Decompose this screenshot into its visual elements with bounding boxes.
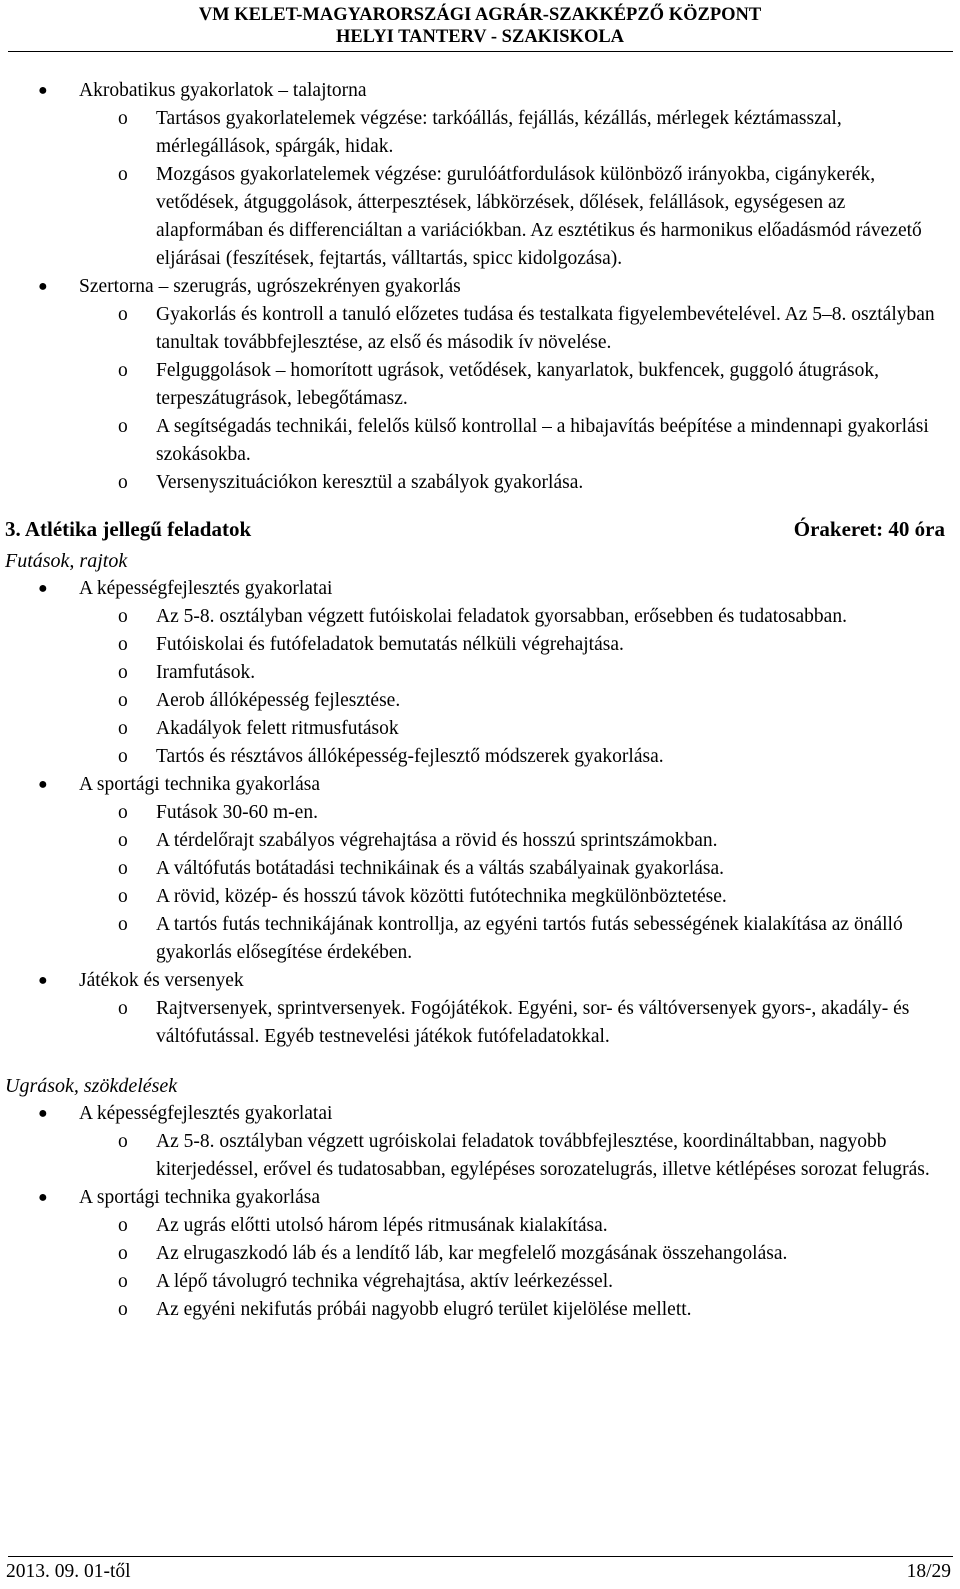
- item-text: A rövid, közép- és hosszú távok közötti futótechnika megkülönböztetése.: [156, 886, 727, 907]
- sub-marker-icon: o: [118, 914, 128, 935]
- bullet-item: [0, 1100, 940, 1128]
- item-text: Szertorna – szerugrás, ugrószekrényen gyakorlás: [79, 276, 461, 297]
- item-text: Futások 30-60 m-en.: [156, 802, 318, 823]
- item-text: A lépő távolugró technika végrehajtása, aktív leérkezéssel.: [156, 1271, 613, 1292]
- sub-item: [0, 357, 940, 413]
- sub-item: [0, 631, 940, 659]
- sub-marker-icon: o: [118, 1299, 128, 1320]
- sub-marker-icon: o: [118, 416, 128, 437]
- sub-item: [0, 743, 940, 771]
- gymnastics-list: [0, 77, 960, 497]
- item-text: Futóiskolai és futófeladatok bemutatás nélküli végrehajtása.: [156, 634, 624, 655]
- header-institution: VM KELET-MAGYARORSZÁGI AGRÁR-SZAKKÉPZŐ KÖZPONT: [198, 5, 762, 25]
- sub-item: [0, 1240, 940, 1268]
- sub-item: [0, 301, 940, 357]
- section-heading: [0, 515, 960, 543]
- bullet-marker-icon: ●: [38, 1105, 48, 1122]
- header-document-type: HELYI TANTERV - SZAKISKOLA: [335, 27, 625, 47]
- sub-marker-icon: o: [118, 690, 128, 711]
- header-divider: [8, 51, 953, 52]
- document-body: [0, 77, 960, 1324]
- bullet-marker-icon: ●: [38, 1189, 48, 1206]
- sub-item: [0, 469, 940, 497]
- item-text: A sportági technika gyakorlása: [79, 774, 320, 795]
- item-text: Az ugrás előtti utolsó három lépés ritmusának kialakítása.: [156, 1215, 608, 1236]
- bullet-item: [0, 967, 940, 995]
- item-text: Iramfutások.: [156, 662, 256, 683]
- bullet-item: [0, 771, 940, 799]
- page-number: 18/29: [906, 1561, 951, 1582]
- bullet-item: [0, 575, 940, 603]
- sub-item: [0, 1268, 940, 1296]
- item-text: Játékok és versenyek: [79, 970, 244, 991]
- bullet-marker-icon: ●: [38, 776, 48, 793]
- bullet-item: [0, 1184, 940, 1212]
- running-list: [0, 575, 960, 1051]
- footer-date: 2013. 09. 01-től: [6, 1561, 131, 1582]
- sub-marker-icon: o: [118, 830, 128, 851]
- sub-item: [0, 799, 940, 827]
- sub-item: [0, 603, 940, 631]
- sub-item: [0, 995, 940, 1051]
- sub-marker-icon: o: [118, 304, 128, 325]
- item-text: Gyakorlás és kontroll a tanuló előzetes tudása és testalkata figyelembevételével. Az 5–8. osztályban tanultak továbbfejlesztése, az első és második ív növelése.: [156, 304, 935, 353]
- sub-marker-icon: o: [118, 108, 128, 129]
- item-text: Aerob állóképesség fejlesztése.: [156, 690, 401, 711]
- sub-marker-icon: o: [118, 1243, 128, 1264]
- item-text: Rajtversenyek, sprintversenyek. Fogójátékok. Egyéni, sor- és váltóversenyek gyors-, akadály- és váltófutással. Egyéb testnevelési játékok futófeladatokkal.: [156, 998, 910, 1047]
- bullet-marker-icon: ●: [38, 972, 48, 989]
- sub-item: [0, 161, 940, 273]
- sub-item: [0, 855, 940, 883]
- bullet-item: [0, 273, 940, 301]
- item-text: A térdelőrajt szabályos végrehajtása a rövid és hosszú sprintszámokban.: [156, 830, 718, 851]
- item-text: A váltófutás botátadási technikáinak és a váltás szabályainak gyakorlása.: [156, 858, 725, 879]
- item-text: Tartós és résztávos állóképesség-fejlesztő módszerek gyakorlása.: [156, 746, 664, 767]
- sub-item: [0, 105, 940, 161]
- item-text: A tartós futás technikájának kontrollja, az egyéni tartós futás sebességének kialakítása az önálló gyakorlás elősegítése érdekében.: [156, 914, 903, 963]
- section-hours: Órakeret: 40 óra: [793, 517, 945, 541]
- sub-marker-icon: o: [118, 1215, 128, 1236]
- sub-marker-icon: o: [118, 886, 128, 907]
- item-text: Az 5-8. osztályban végzett futóiskolai feladatok gyorsabban, erősebben és tudatosabban.: [156, 606, 847, 627]
- subsection-title-running: Futások, rajtok: [5, 550, 128, 572]
- footer-divider: [8, 1556, 953, 1557]
- sub-marker-icon: o: [118, 998, 128, 1019]
- bullet-marker-icon: ●: [38, 82, 48, 99]
- sub-marker-icon: o: [118, 606, 128, 627]
- sub-marker-icon: o: [118, 1271, 128, 1292]
- sub-marker-icon: o: [118, 718, 128, 739]
- sub-item: [0, 1128, 940, 1184]
- sub-item: [0, 827, 940, 855]
- section-title: 3. Atlétika jellegű feladatok: [5, 517, 252, 541]
- bullet-item: [0, 77, 940, 105]
- sub-item: [0, 1212, 940, 1240]
- sub-item: [0, 413, 940, 469]
- subsection-title-jumping: Ugrások, szökdelések: [5, 1075, 178, 1097]
- item-text: Felguggolások – homorított ugrások, vetődések, kanyarlatok, bukfencek, guggoló átugrások, terpeszátugrások, lebegőtámasz.: [156, 360, 879, 409]
- sub-marker-icon: o: [118, 1131, 128, 1152]
- item-text: A segítségadás technikái, felelős külső kontrollal – a hibajavítás beépítése a mindennapi gyakorlási szokásokba.: [156, 416, 929, 465]
- item-text: Az 5-8. osztályban végzett ugróiskolai feladatok továbbfejlesztése, koordináltabban, nagyobb kiterjedéssel, erővel és tudatosabban, egylépéses sorozatelugrás, illetve kétlépéses sorozat felugrás.: [156, 1131, 930, 1180]
- item-text: Akrobatikus gyakorlatok – talajtorna: [79, 80, 367, 101]
- item-text: Versenyszituációkon keresztül a szabályok gyakorlása.: [156, 472, 584, 493]
- item-text: Akadályok felett ritmusfutások: [156, 718, 399, 739]
- sub-item: [0, 659, 940, 687]
- bullet-marker-icon: ●: [38, 278, 48, 295]
- bullet-marker-icon: ●: [38, 580, 48, 597]
- sub-marker-icon: o: [118, 634, 128, 655]
- sub-marker-icon: o: [118, 360, 128, 381]
- item-text: Az egyéni nekifutás próbái nagyobb elugró terület kijelölése mellett.: [156, 1299, 692, 1320]
- jumping-list: [0, 1100, 960, 1324]
- sub-item: [0, 1296, 940, 1324]
- item-text: Az elrugaszkodó láb és a lendítő láb, kar megfelelő mozgásának összehangolása.: [156, 1243, 788, 1264]
- sub-item: [0, 715, 940, 743]
- item-text: A képességfejlesztés gyakorlatai: [79, 578, 333, 599]
- sub-item: [0, 911, 940, 967]
- item-text: A sportági technika gyakorlása: [79, 1187, 320, 1208]
- sub-marker-icon: o: [118, 802, 128, 823]
- item-text: Tartásos gyakorlatelemek végzése: tarkóállás, fejállás, kézállás, mérlegek kéztámasszal, mérlegállások, spárgák, hidak.: [156, 108, 842, 157]
- sub-item: [0, 883, 940, 911]
- sub-item: [0, 687, 940, 715]
- sub-marker-icon: o: [118, 662, 128, 683]
- sub-marker-icon: o: [118, 472, 128, 493]
- page-footer: [6, 1559, 951, 1585]
- page-header: [0, 4, 960, 48]
- sub-marker-icon: o: [118, 164, 128, 185]
- sub-marker-icon: o: [118, 746, 128, 767]
- sub-marker-icon: o: [118, 858, 128, 879]
- item-text: A képességfejlesztés gyakorlatai: [79, 1103, 333, 1124]
- item-text: Mozgásos gyakorlatelemek végzése: gurulóátfordulások különböző irányokba, cigánykerék, vetődések, átguggolások, átterpesztések, lábkörzések, dőlések, felállások, egységesen az alapformában és differenciáltan a variációkban. Az esztétikus és harmonikus előadásmód rávezető eljárásai (feszítések, fejtartás, válltartás, spicc kidolgozása).: [156, 164, 922, 269]
